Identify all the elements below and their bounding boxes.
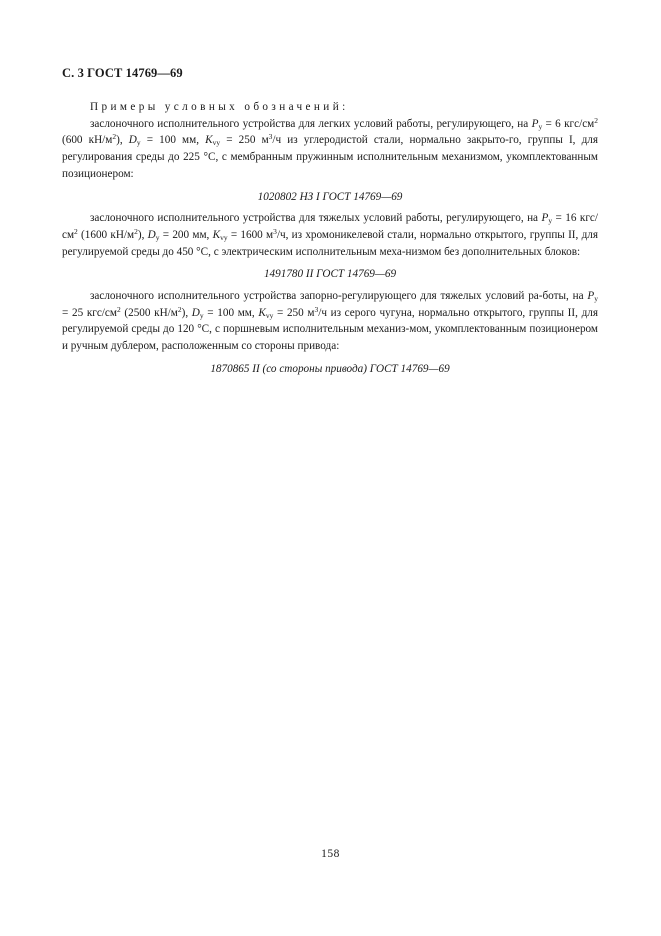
ex1-text-2: = 6 кгс/см: [542, 117, 595, 130]
ex1-diameter-symbol: D: [128, 134, 137, 147]
ex3-text-7: /ч из серого чугуна, нормально открытого, группы II, для регулируемой среды до 120 °С, с поршневым исполнительным механиз-мом, укомплектованным позиционером и ручным дублером, расположенным со стороны привода:: [62, 306, 599, 353]
ex1-text-3: (600 кН/м: [62, 134, 113, 147]
ex1-pressure-subscript: у: [538, 121, 543, 131]
ex2-diameter-subscript: у: [155, 232, 160, 242]
ex3-pressure-symbol: P: [587, 290, 595, 303]
ex3-text-4: ),: [181, 306, 192, 319]
ex2-cubed: 3: [273, 226, 277, 236]
ex1-text-5: = 100 мм,: [140, 134, 206, 147]
ex2-text-3: (1600 кН/м: [77, 228, 135, 241]
ex1-flow-subscript: vу: [212, 138, 221, 148]
ex3-diameter-subscript: у: [199, 310, 204, 320]
ex2-text-2: = 16 кгс/см: [62, 212, 598, 241]
ex3-flow-symbol: K: [258, 306, 266, 319]
ex1-squared-2: 2: [112, 132, 117, 142]
page-header: С. 3 ГОСТ 14769—69: [62, 66, 183, 80]
ex3-flow-subscript: vу: [265, 310, 274, 320]
ex2-diameter-symbol: D: [147, 228, 156, 241]
ex3-squared-2: 2: [177, 304, 182, 314]
ex3-text-5: = 100 мм,: [203, 306, 259, 319]
example-2-designation: 1491780 II ГОСТ 14769—69: [263, 268, 397, 281]
ex3-text-3: (2500 кН/м: [120, 306, 178, 319]
ex1-text-1: заслоночного исполнительного устройства для легких условий работы, регулирующего, на: [90, 117, 532, 130]
ex1-text-4: ),: [116, 134, 129, 147]
example-1-text: [62, 116, 598, 183]
ex1-text-7: /ч из углеродистой стали, нормально закрыто-го, группы I, для регулирования среды до 225 °С, с мембранным пружинным исполнительным механизмом, укомплектованным позиционером:: [62, 134, 599, 180]
ex2-text-6: = 1600 м: [227, 228, 274, 241]
example-3-text: [62, 288, 598, 355]
ex1-diameter-subscript: у: [136, 138, 141, 148]
example-2-text: [62, 210, 598, 260]
ex1-pressure-symbol: P: [531, 117, 539, 130]
ex2-text-4: ),: [137, 228, 148, 241]
ex1-cubed: 3: [268, 132, 273, 142]
ex2-text-1: заслоночного исполнительного устройства для тяжелых условий работы, регулирующего, на: [90, 212, 542, 225]
ex2-squared-2: 2: [134, 226, 138, 236]
page-number: 158: [321, 848, 340, 860]
ex2-pressure-subscript: у: [548, 216, 553, 226]
ex2-flow-symbol: K: [212, 228, 221, 241]
ex2-text-5: = 200 мм,: [159, 228, 213, 241]
ex3-cubed: 3: [314, 304, 319, 314]
ex2-flow-subscript: vу: [220, 232, 228, 242]
ex3-text-2: = 25 кгс/см: [62, 306, 117, 319]
ex1-squared-1: 2: [594, 115, 599, 125]
example-3-designation: 1870865 II (со стороны привода) ГОСТ 14769—69: [210, 362, 450, 375]
ex1-text-6: = 250 м: [220, 134, 269, 147]
ex2-pressure-symbol: P: [541, 212, 549, 225]
ex1-flow-symbol: K: [205, 134, 213, 147]
ex3-squared-1: 2: [116, 304, 121, 314]
ex3-pressure-subscript: у: [594, 294, 598, 304]
ex2-squared-1: 2: [74, 226, 78, 236]
ex3-text-6: = 250 м: [273, 306, 315, 319]
examples-heading: Примеры условных обозначений:: [90, 101, 349, 113]
ex3-text-1: заслоночного исполнительного устройства запорно-регулирующего для тяжелых условий ра-боты, на: [90, 290, 588, 303]
ex3-diameter-symbol: D: [191, 306, 200, 319]
ex2-text-7: /ч, из хромоникелевой стали, нормально открытого, группы II, для регулируемой среды до 450 °С, с электрическим исполнительным меха-низмом без дополнительных блоков:: [62, 228, 599, 258]
example-1-designation: 1020802 НЗ I ГОСТ 14769—69: [257, 190, 403, 203]
document-body: [62, 99, 598, 383]
